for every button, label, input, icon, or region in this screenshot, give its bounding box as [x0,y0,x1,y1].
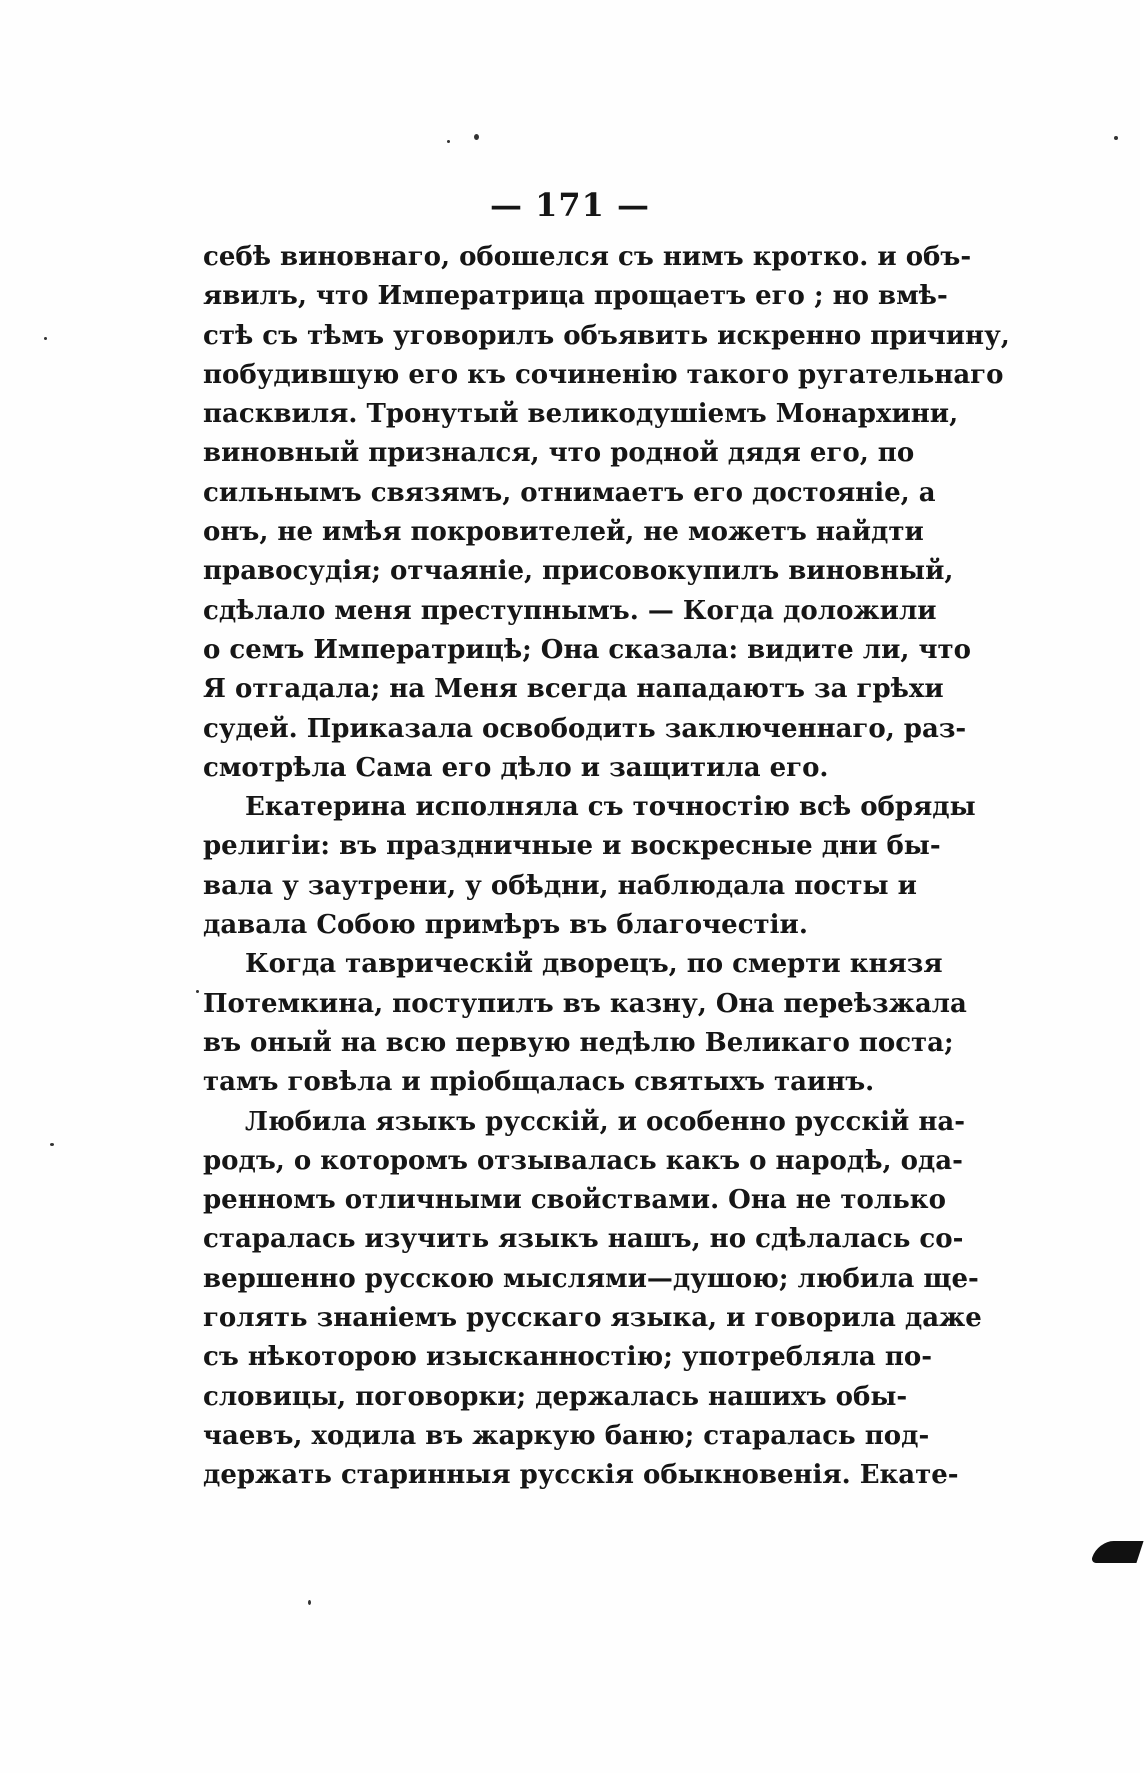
text-line: виновный признался, что родной дядя его, по [203,438,915,469]
text-line: давала Собою примѣръ въ благочестіи. [203,910,808,941]
text-line: побудившую его къ сочиненію такого ругательнаго [203,359,1004,390]
text-line: чаевъ, ходила въ жаркую баню; старалась под- [203,1420,930,1451]
text-line: голять знаніемъ русскаго языка, и говорила даже [203,1303,982,1334]
text-line: родъ, о которомъ отзывалась какъ о народѣ, ода- [203,1145,963,1176]
text-line: вершенно русскою мыслями—душою; любила ще- [203,1263,979,1294]
page-number: — 171 — [489,186,651,224]
scan-speck [308,1600,311,1605]
text-line: онъ, не имѣя покровителей, не можетъ найдти [203,517,924,548]
text-line: смотрѣла Сама его дѣло и защитила его. [203,752,829,783]
scan-speck [447,140,450,143]
text-line: въ оный на всю первую недѣлю Великаго поста; [203,1027,954,1058]
text-line: ренномъ отличными свойствами. Она не только [203,1185,946,1216]
text-line: явилъ, что Императрица прощаетъ его ; но вмѣ- [203,281,948,312]
text-line: старалась изучить языкъ нашъ, но сдѣлалась со- [203,1224,964,1255]
text-line: сильнымъ связямъ, отнимаетъ его достояніе, а [203,477,936,508]
scan-speck [474,134,479,140]
text-line: стѣ съ тѣмъ уговорилъ объявить искренно причину, [203,320,1010,351]
text-line: правосудія; отчаяніе, присовокупилъ виновный, [203,556,954,587]
text-line: Я отгадала; на Меня всегда нападаютъ за грѣхи [203,674,944,705]
text-line: съ нѣкоторою изысканностію; употребляла по- [203,1342,932,1373]
text-line: Потемкина, поступилъ въ казну, Она переѣзжала [203,988,967,1019]
text-line: пасквиля. Тронутый великодушіемъ Монархини, [203,399,959,430]
text-line: сдѣлало меня преступнымъ. — Когда доложили [203,595,937,626]
text-line: вала у заутрени, у обѣдни, наблюдала посты и [203,870,917,901]
text-line: Екатерина исполняла съ точностію всѣ обряды [245,792,976,823]
scan-speck [44,337,47,340]
scan-speck [196,990,199,993]
scan-speck [50,1143,54,1146]
text-line: судей. Приказала освободить заключеннаго, раз- [203,713,967,744]
text-line: Когда таврическій дворецъ, по смерти князя [245,949,943,980]
scan-edge-mark [1090,1541,1143,1563]
text-line: религіи: въ праздничные и воскресные дни бы- [203,831,941,862]
body-text [203,238,1010,1496]
text-line: себѣ виновнаго, обошелся съ нимъ кротко. и объ- [203,242,972,272]
scan-speck [1114,136,1118,140]
text-line: о семъ Императрицѣ; Она сказала: видите ли, что [203,634,971,665]
text-line: держать старинныя русскія обыкновенія. Екате- [203,1460,959,1491]
text-line: словицы, поговорки; держалась нашихъ обы- [203,1381,908,1412]
text-line: Любила языкъ русскій, и особенно русскій на- [245,1106,966,1137]
text-line: тамъ говѣла и пріобщалась святыхъ таинъ. [203,1067,875,1098]
